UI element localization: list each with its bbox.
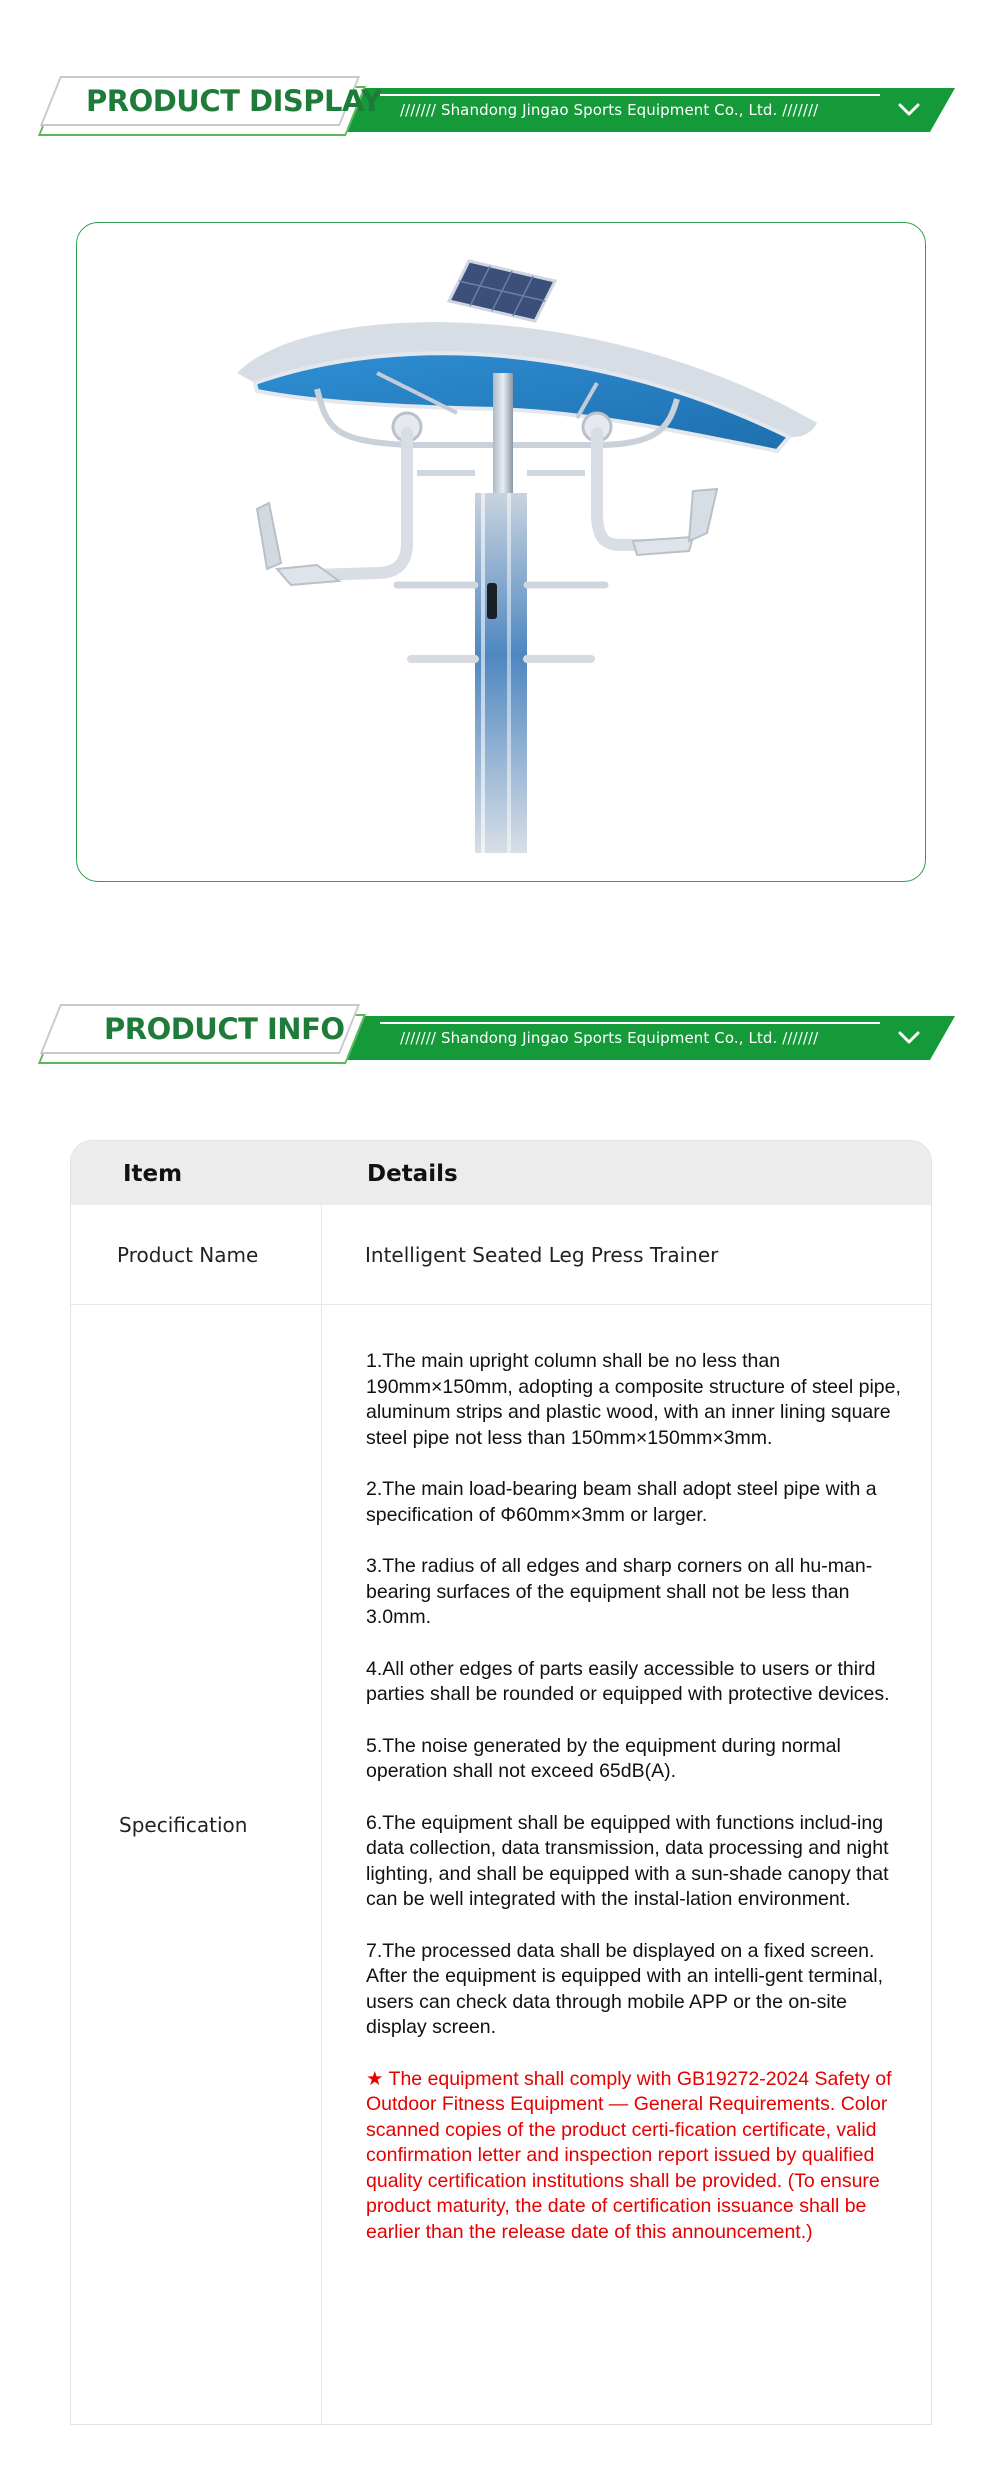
section-title: PRODUCT DISPLAY: [86, 84, 382, 118]
left-seat-assembly: [257, 413, 421, 585]
product-info-table: [70, 1140, 932, 2425]
section-title: PRODUCT INFO: [104, 1012, 345, 1046]
compliance-note: ★ The equipment shall comply with GB19272-2024 Safety of Outdoor Fitness Equipment — General Requirements. Color scanned copies of the product certi-fication certificate, valid confirmation letter and inspection report issued by qualified quality certification institutions shall be provided. (To ensure product maturity, the date of certification issuance shall be earlier than the release date of this announcement.): [366, 2067, 892, 2243]
spec-item: 7.The processed data shall be displayed on a fixed screen. After the equipment is equipped with an intelli-gent terminal, users can check data through mobile APP or the on-site display screen.: [366, 1939, 884, 2038]
specification-label: Specification: [119, 1813, 248, 1837]
product-info-banner: [0, 998, 1000, 1078]
chevron-down-icon[interactable]: [895, 1024, 923, 1052]
product-illustration: [77, 223, 926, 882]
table-header: [71, 1141, 932, 1205]
spec-item: 5.The noise generated by the equipment during normal operation shall not exceed 65dB(A).: [366, 1734, 841, 1782]
spec-item: 3.The radius of all edges and sharp corners on all hu-man-bearing surfaces of the equipment shall not be less than 3.0mm.: [366, 1555, 873, 1628]
header-item: Item: [123, 1161, 183, 1187]
product-name-value: Intelligent Seated Leg Press Trainer: [365, 1243, 719, 1267]
banner-rule: [380, 94, 880, 96]
sunshade-canopy: [237, 322, 817, 451]
column-divider: [321, 1205, 322, 2425]
specification-details: [366, 1349, 906, 2271]
company-line: /////// Shandong Jingao Sports Equipment Co., Ltd. ///////: [400, 1029, 819, 1047]
header-details: Details: [367, 1161, 458, 1187]
table-row-product-name: [71, 1205, 932, 1305]
product-display-banner: [0, 70, 1000, 150]
banner-rule: [380, 1022, 880, 1024]
spec-item: 6.The equipment shall be equipped with functions includ-ing data collection, data transmission, data processing and night lighting, and shall be equipped with a sun-shade canopy that can be well integrated with the instal-lation environment.: [366, 1811, 889, 1910]
chevron-down-icon[interactable]: [895, 96, 923, 124]
product-image-card: [76, 222, 926, 882]
product-name-label: Product Name: [117, 1243, 259, 1267]
spec-item: 2.The main load-bearing beam shall adopt steel pipe with a specification of Φ60mm×3mm or larger.: [366, 1478, 877, 1526]
spec-item: 1.The main upright column shall be no less than 190mm×150mm, adopting a composite structure of steel pipe, aluminum strips and plastic wood, with an inner lining square steel pipe not less than 150mm×150mm×3mm.: [366, 1350, 901, 1449]
spec-item: 4.All other edges of parts easily accessible to users or third parties shall be rounded or equipped with protective devices.: [366, 1657, 890, 1705]
company-line: /////// Shandong Jingao Sports Equipment Co., Ltd. ///////: [400, 101, 819, 119]
solar-panel: [449, 261, 555, 321]
